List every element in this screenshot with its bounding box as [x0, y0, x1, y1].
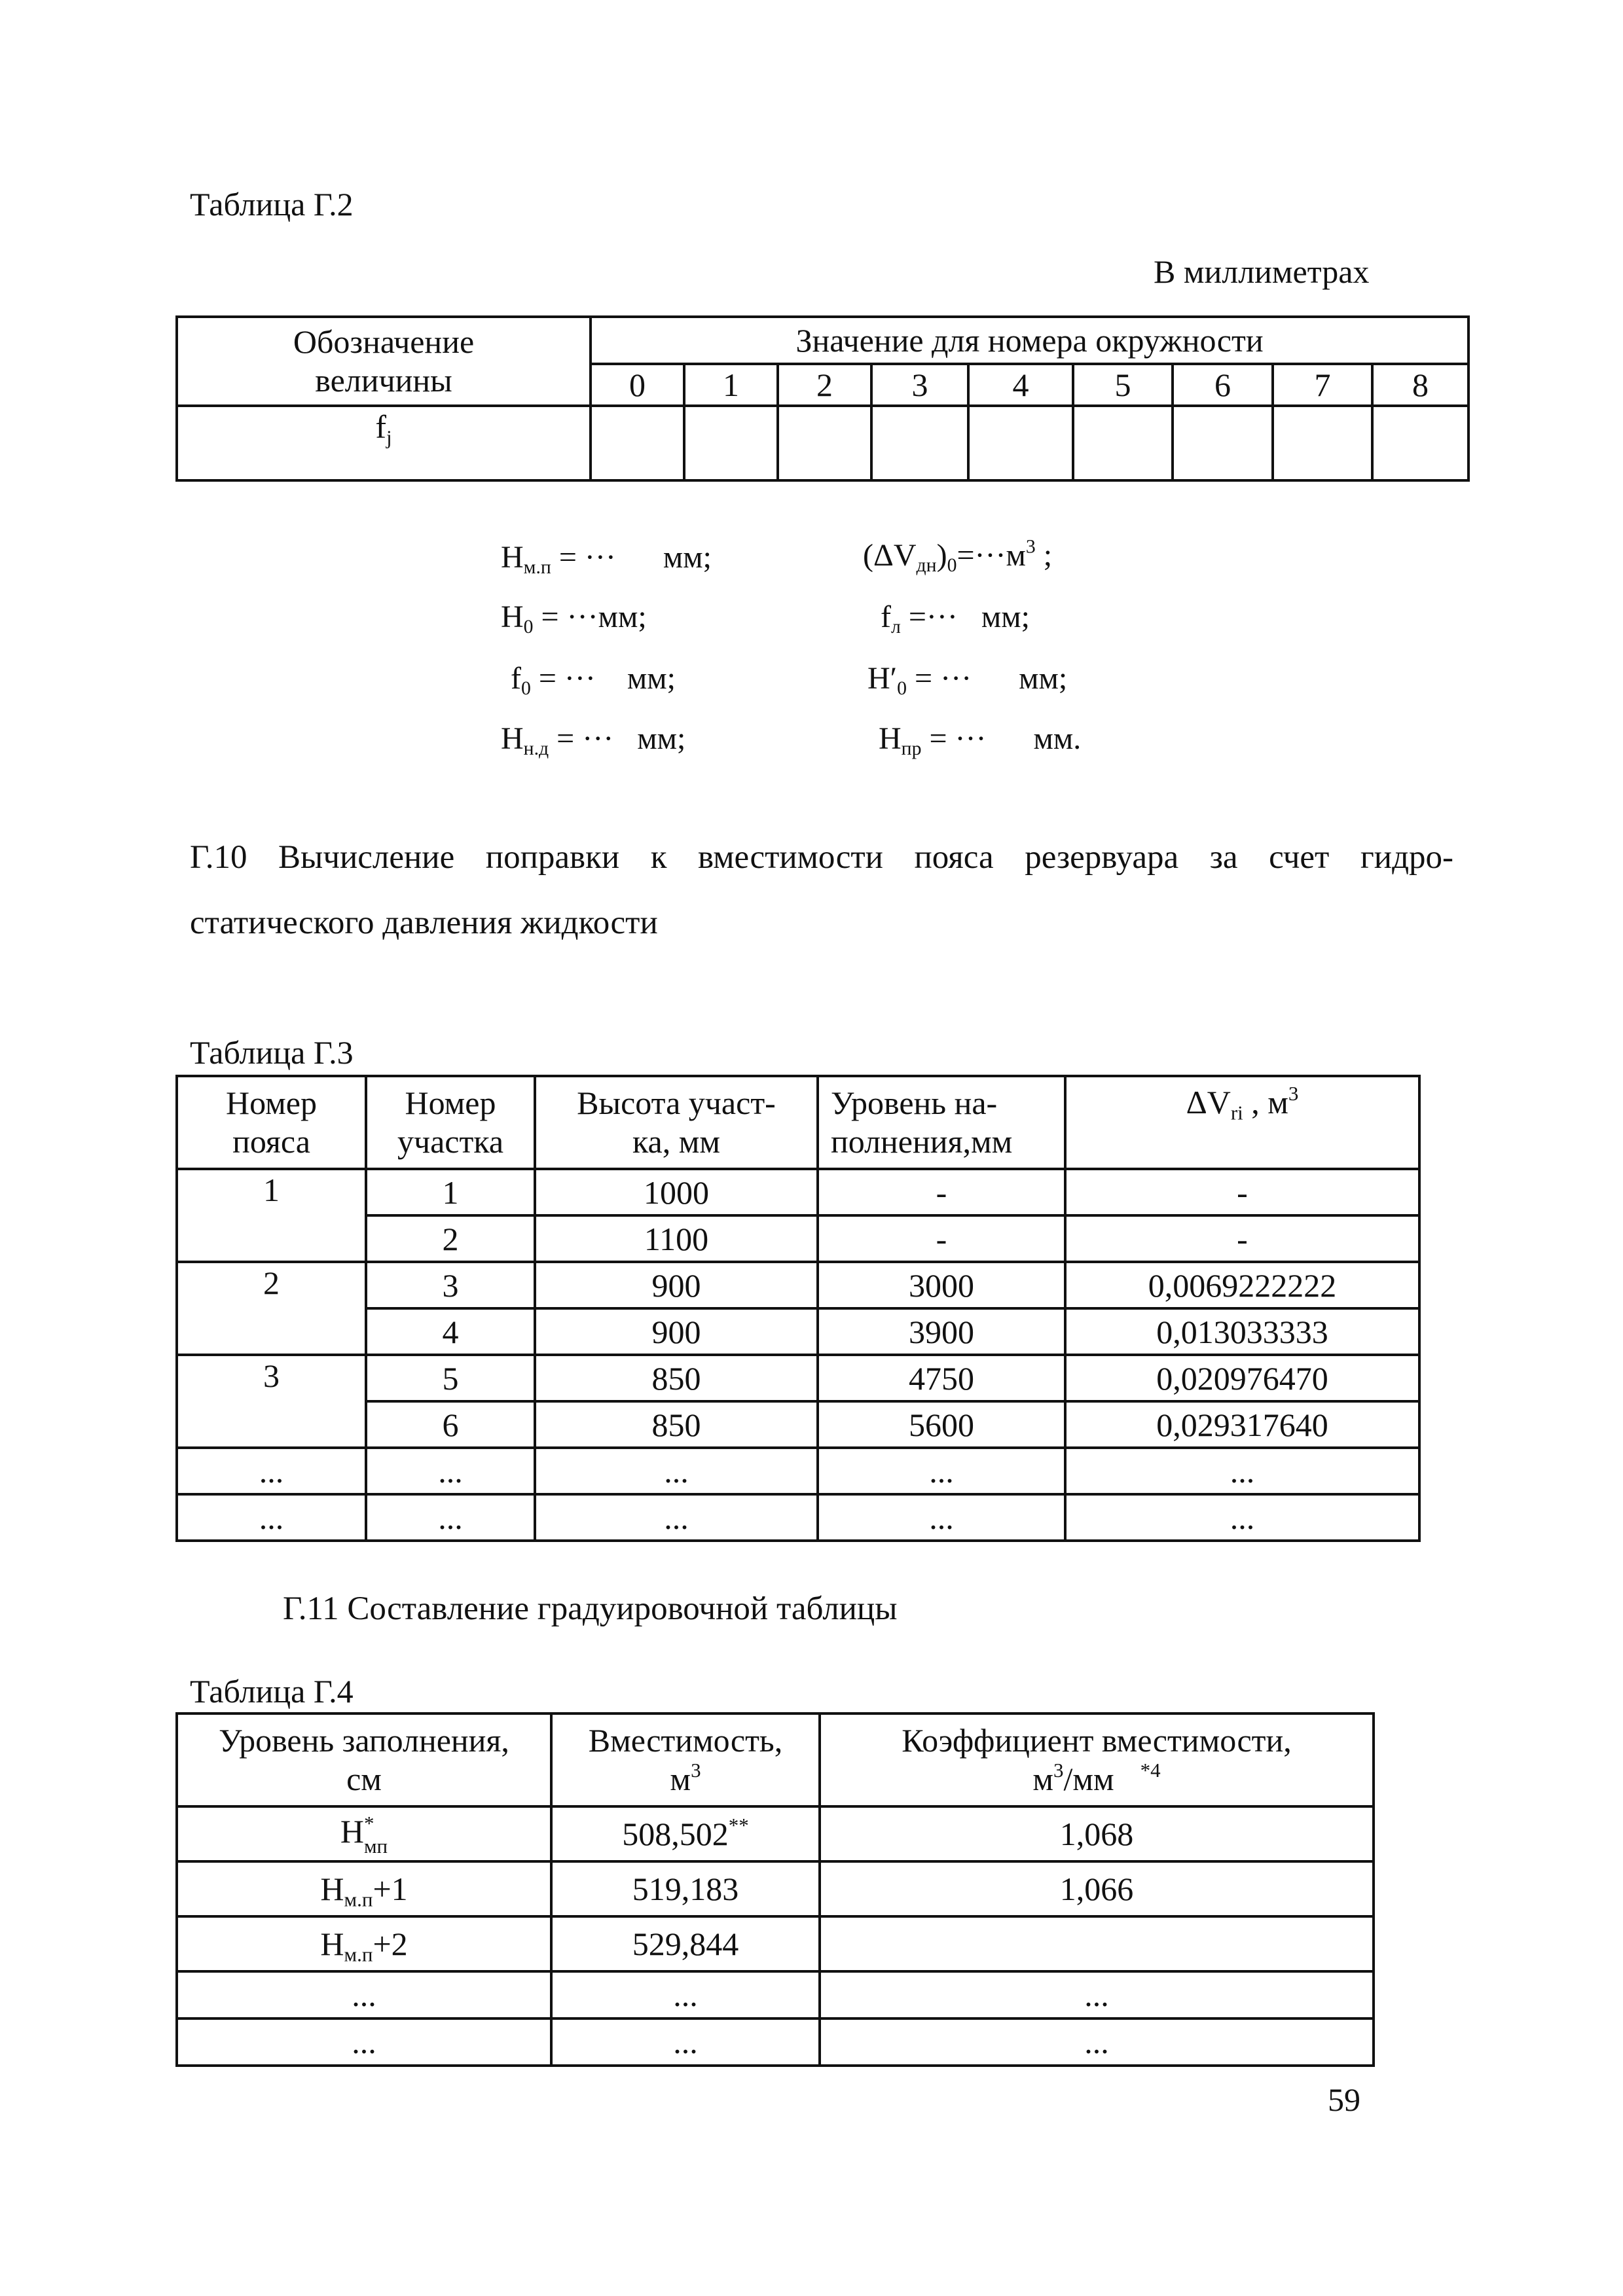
formula-dv-dn: $(\Delta V_{дн})_0=\cdot\cdot\cdot м^3$ ; [863, 535, 1053, 576]
formula-f-l: $f_л$ =··· мм; [881, 600, 1030, 637]
g3-header-dv: $\Delta V_{ri}$ , $м^3$ [1065, 1076, 1419, 1169]
table-g2-caption: Таблица Г.2 [190, 186, 354, 223]
g3-ellipsis-cell: ... [818, 1494, 1065, 1541]
g3-height-cell: 1100 [535, 1215, 818, 1262]
section-g11-title: Г.11 Составление градуировочной таблицы [283, 1590, 898, 1627]
g2-header-designation [177, 317, 591, 406]
g3-level-cell: 5600 [818, 1401, 1065, 1448]
g4-level-cell: $H_{м.п}+1$ [177, 1861, 551, 1916]
g2-empty-cell [1073, 406, 1173, 480]
g3-belt-cell: 3 [177, 1355, 366, 1448]
g3-ellipsis-cell: ... [818, 1448, 1065, 1494]
g3-section-cell: 1 [366, 1169, 535, 1215]
g3-level-cell: 4750 [818, 1355, 1065, 1401]
g2-empty-cell [778, 406, 871, 480]
table-g3-caption: Таблица Г.3 [190, 1034, 354, 1071]
g3-section-cell: 6 [366, 1401, 535, 1448]
g2-circle-number: 2 [778, 364, 871, 406]
g4-header-coef: Коэффициент вместимости, $м^3/мм$ $^{*4}$ [820, 1713, 1374, 1806]
g2-empty-cell [1372, 406, 1468, 480]
g3-ellipsis-cell: ... [1065, 1494, 1419, 1541]
formula-h-0: $H_0 = \cdot\cdot\cdot мм$; [501, 600, 647, 637]
g4-coef-cell: 1,066 [820, 1861, 1374, 1916]
g3-ellipsis-cell: ... [366, 1448, 535, 1494]
g4-coef-cell [820, 1916, 1374, 1971]
g3-dv-cell: 0,020976470 [1065, 1355, 1419, 1401]
g3-section-cell: 2 [366, 1215, 535, 1262]
g3-height-cell: 900 [535, 1262, 818, 1308]
g4-header-capacity: Вместимость, $м^3$ [551, 1713, 820, 1806]
g3-header-height: Высота участ- ка, мм [535, 1076, 818, 1169]
g2-circle-number: 0 [591, 364, 684, 406]
g3-section-cell: 5 [366, 1355, 535, 1401]
g2-empty-cell [684, 406, 778, 480]
g4-capacity-cell: 508,502** [551, 1806, 820, 1861]
g3-dv-cell: 0,013033333 [1065, 1308, 1419, 1355]
g2-circle-number: 5 [1073, 364, 1173, 406]
g3-dv-cell: 0,0069222222 [1065, 1262, 1419, 1308]
g4-ellipsis-cell: ... [551, 2018, 820, 2066]
g3-height-cell: 850 [535, 1355, 818, 1401]
g3-header-belt: Номер пояса [177, 1076, 366, 1169]
g4-capacity-cell: 519,183 [551, 1861, 820, 1916]
g4-ellipsis-cell: ... [177, 1971, 551, 2018]
g3-dv-cell: 0,029317640 [1065, 1401, 1419, 1448]
g4-ellipsis-cell: ... [820, 2018, 1374, 2066]
g4-level-cell: $H_{м.п}+2$ [177, 1916, 551, 1971]
g2-header-group: Значение для номера окружности [591, 317, 1468, 364]
formula-h-prime-0: $H'_0$ = ··· мм; [867, 661, 1068, 699]
g3-section-cell: 4 [366, 1308, 535, 1355]
g4-capacity-cell: 529,844 [551, 1916, 820, 1971]
g3-ellipsis-cell: ... [366, 1494, 535, 1541]
g4-ellipsis-cell: ... [820, 1971, 1374, 2018]
g2-empty-cell [1273, 406, 1372, 480]
g3-level-cell: - [818, 1215, 1065, 1262]
g3-height-cell: 1000 [535, 1169, 818, 1215]
g2-circle-number: 3 [871, 364, 968, 406]
g3-ellipsis-cell: ... [535, 1448, 818, 1494]
g3-dv-cell: - [1065, 1169, 1419, 1215]
g3-level-cell: 3900 [818, 1308, 1065, 1355]
page-number: 59 [1328, 2081, 1360, 2118]
g3-level-cell: - [818, 1169, 1065, 1215]
g3-height-cell: 850 [535, 1401, 818, 1448]
formula-f-0: $f_0$ = ··· мм; [511, 661, 676, 699]
g2-circle-number: 8 [1372, 364, 1468, 406]
g4-header-level: Уровень заполнения, см [177, 1713, 551, 1806]
g2-circle-number: 1 [684, 364, 778, 406]
g3-belt-cell: 2 [177, 1262, 366, 1355]
g2-circle-number: 6 [1173, 364, 1273, 406]
table-g4-caption: Таблица Г.4 [190, 1673, 354, 1710]
g3-level-cell: 3000 [818, 1262, 1065, 1308]
g3-section-cell: 3 [366, 1262, 535, 1308]
g4-ellipsis-cell: ... [551, 1971, 820, 2018]
table-g2-unit-note: В миллиметрах [1154, 253, 1370, 290]
g3-ellipsis-cell: ... [177, 1448, 366, 1494]
g4-level-cell: H * мп [177, 1806, 551, 1861]
g3-dv-cell: - [1065, 1215, 1419, 1262]
formula-h-mp: $H_{м.п}$ = ··· мм; [501, 540, 712, 578]
table-g4 [175, 1712, 1375, 2067]
g2-row-symbol: $f_j$ [177, 406, 591, 480]
g3-ellipsis-cell: ... [177, 1494, 366, 1541]
g4-coef-cell: 1,068 [820, 1806, 1374, 1861]
section-g10-line1: Г.10 Вычисление поправки к вместимости пояса резервуара за счет гидро- [190, 839, 1453, 876]
g4-ellipsis-cell: ... [177, 2018, 551, 2066]
g2-circle-number: 7 [1273, 364, 1372, 406]
g2-empty-cell [591, 406, 684, 480]
g3-ellipsis-cell: ... [1065, 1448, 1419, 1494]
g2-empty-cell [871, 406, 968, 480]
table-g3 [175, 1075, 1421, 1542]
g3-belt-cell: 1 [177, 1169, 366, 1262]
g2-empty-cell [1173, 406, 1273, 480]
g3-height-cell: 900 [535, 1308, 818, 1355]
g2-header-designation-line1: Обозначение [293, 323, 475, 360]
table-g2 [175, 315, 1470, 482]
g2-empty-cell [968, 406, 1073, 480]
g2-header-designation-line2: величины [315, 362, 452, 399]
g3-ellipsis-cell: ... [535, 1494, 818, 1541]
section-g10-line2: статического давления жидкости [190, 905, 658, 941]
g2-circle-number: 4 [968, 364, 1073, 406]
g3-header-level: Уровень на- полнения,мм [818, 1076, 1065, 1169]
g3-header-section: Номер участка [366, 1076, 535, 1169]
formula-h-pr: $H_{пр}$ = ··· мм. [879, 721, 1082, 759]
formula-h-nd: $H_{н.д}$ = ··· мм; [501, 721, 686, 759]
